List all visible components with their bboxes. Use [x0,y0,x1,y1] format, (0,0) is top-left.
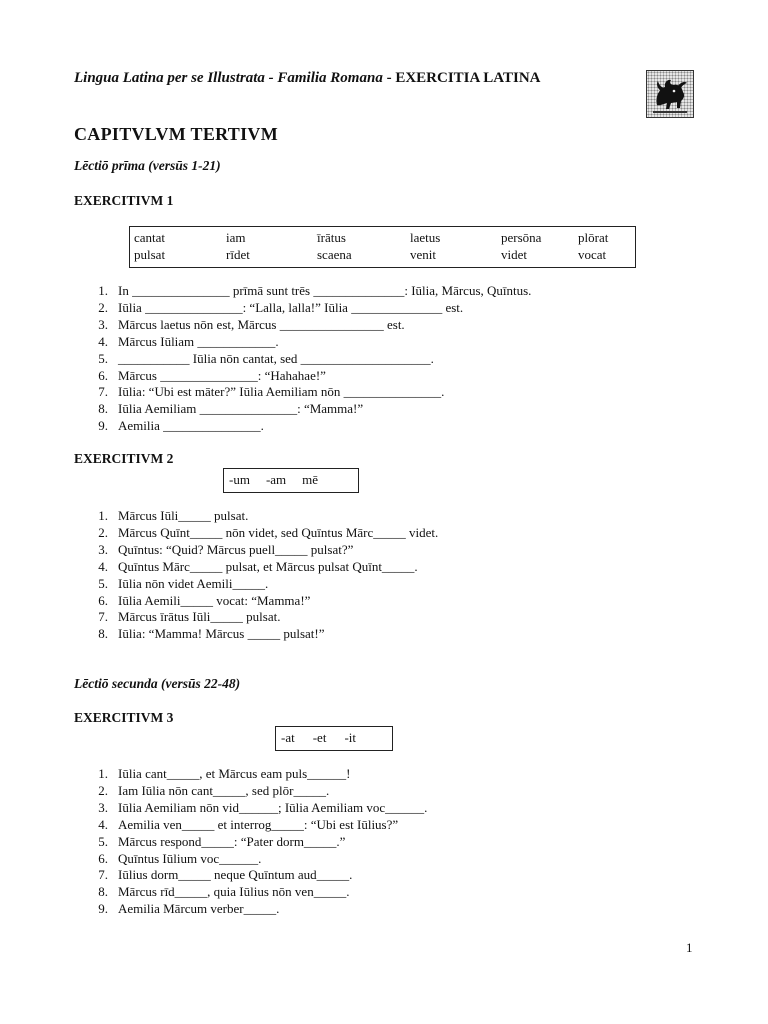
exercise-collection-title: - EXERCITIA LATINA [382,70,541,86]
list-item: 8. Mārcus rīd_____, quia Iūlius nōn ven_____. [98,884,350,900]
list-item: 5. Iūlia nōn videt Aemili_____. [98,575,269,591]
word-bank-item: pulsat [134,247,166,262]
list-item: 3. Iūlia Aemiliam nōn vid______; Iūlia Aemiliam voc______. [98,799,428,815]
suffix-item: -am [265,472,287,487]
list-item: 6. Iūlia Aemili_____ vocat: “Mamma!” [98,592,311,608]
suffix-item: -at [281,730,295,745]
list-item: 6. Mārcus _______________: “Hahahae!” [98,367,326,383]
word-bank-item: rīdet [226,247,250,262]
list-item: 3. Mārcus laetus nōn est, Mārcus ________________ est. [98,316,405,332]
list-item: 4. Mārcus Iūliam ____________. [98,333,279,349]
exercise-2-list [74,508,438,643]
word-bank-item: venit [410,247,436,262]
section-heading-lectio-secunda: Lēctiō secunda (versūs 22-48) [74,676,241,691]
suffix-item: -et [312,730,327,745]
word-bank-item: videt [501,247,527,262]
list-item: 5. Mārcus respond_____: “Pater dorm_____.” [98,833,346,849]
suffix-item: -um [229,472,250,487]
word-bank-item: vocat [578,247,607,262]
word-bank-item: iam [226,230,246,245]
suffix-item: mē [302,472,319,487]
list-item: 4. Aemilia ven_____ et interrog_____: “Ubi est Iūlius?” [98,816,399,832]
list-item: 7. Iūlia: “Ubi est māter?” Iūlia Aemiliam nōn _______________. [98,384,445,400]
volume-title: Familia Romana [277,70,383,86]
word-bank-item: scaena [317,247,352,262]
word-bank-box [129,226,636,268]
list-item: 1. Mārcus Iūli_____ pulsat. [98,508,249,523]
list-item: 6. Quīntus Iūlium voc______. [98,850,262,866]
document-header [74,70,541,87]
page-number: 1 [686,940,693,955]
list-item: 4. Quīntus Mārc_____ pulsat, et Mārcus pulsat Quīnt_____. [98,558,418,574]
list-item: 9. Aemilia _______________. [98,418,264,434]
list-item: 3. Quīntus: “Quid? Mārcus puell_____ pulsat?” [98,541,354,557]
minotaur-logo-icon [646,70,694,118]
list-item: 1. In _______________ prīmā sunt trēs ______________: Iūlia, Mārcus, Quīntus. [98,283,532,298]
word-bank-item: laetus [410,230,441,245]
list-item: 2. Mārcus Quīnt_____ nōn videt, sed Quīntus Mārc_____ videt. [98,524,439,540]
suffix-box [223,468,359,493]
exercise-1-title: EXERCITIVM 1 [74,193,174,208]
chapter-title: CAPITVLVM TERTIVM [74,124,278,144]
list-item: 7. Mārcus īrātus Iūli_____ pulsat. [98,609,281,625]
list-item: 8. Iūlia Aemiliam _______________: “Mamma!” [98,401,364,417]
suffix-list [281,730,392,746]
section-heading-lectio-prima: Lēctiō prīma (versūs 1-21) [74,158,221,173]
suffix-item: -it [344,730,356,745]
word-bank-item: plōrat [578,230,609,245]
exercise-3-list [74,766,427,918]
suffix-list [229,472,358,488]
list-item: 1. Iūlia cant_____, et Mārcus eam puls______! [98,766,351,781]
word-bank-item: persōna [501,230,542,245]
list-item: 2. Iūlia _______________: “Lalla, lalla!” Iūlia ______________ est. [98,299,464,315]
exercise-3-title: EXERCITIVM 3 [74,710,174,725]
list-item: 9. Aemilia Mārcum verber_____. [98,901,280,917]
word-bank [134,230,635,263]
exercise-1-list [74,283,531,435]
list-item: 2. Iam Iūlia nōn cant_____, sed plōr_____. [98,782,330,798]
word-bank-item: īrātus [317,230,346,245]
list-item: 8. Iūlia: “Mamma! Mārcus _____ pulsat!” [98,626,325,642]
list-item: 7. Iūlius dorm_____ neque Quīntum aud_____. [98,867,353,883]
word-bank-item: cantat [134,230,166,245]
exercise-2-title: EXERCITIVM 2 [74,451,174,466]
suffix-box [275,726,393,751]
book-title: Lingua Latina per se Illustrata - [74,70,274,86]
list-item: 5. ___________ Iūlia nōn cantat, sed ____________________. [98,350,434,366]
